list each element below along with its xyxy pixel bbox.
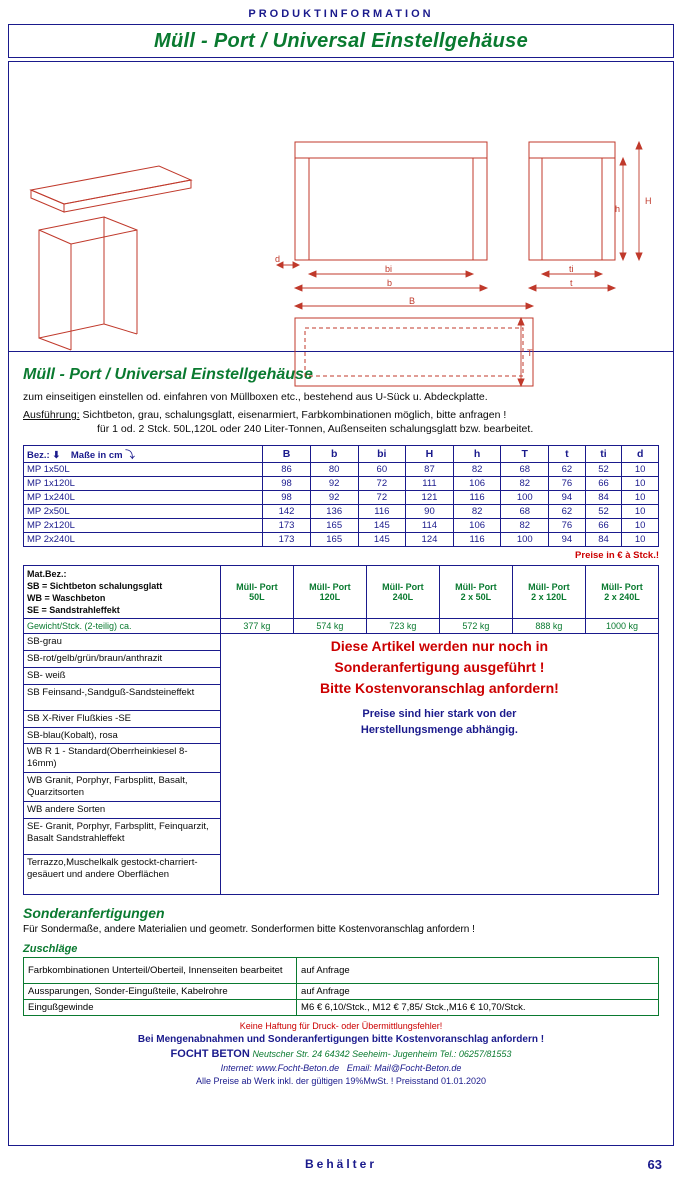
- dim-label-t: t: [570, 278, 573, 288]
- content-frame: [8, 61, 674, 1146]
- dim-header-t: t: [549, 445, 586, 462]
- cell: 76: [549, 518, 586, 532]
- material-name: WB R 1 - Standard(Oberrheinkiesel 8-16mm): [24, 744, 221, 773]
- material-name: SB-grau: [24, 634, 221, 651]
- weight-value: 377 kg: [220, 619, 293, 634]
- row-name: MP 2x50L: [24, 504, 263, 518]
- material-name: SB X-River Flußkies -SE: [24, 710, 221, 727]
- cell: 82: [453, 504, 501, 518]
- col-head-line1: Müll- Port: [236, 581, 278, 592]
- page-bottom-bar: [8, 1152, 674, 1176]
- cell: 116: [453, 532, 501, 546]
- notice-subline: Herstellungsmenge abhängig.: [360, 724, 518, 737]
- mat-col-header: [220, 565, 293, 619]
- cell: 62: [549, 504, 586, 518]
- row-name: MP 2x240L: [24, 532, 263, 546]
- cell: 76: [549, 476, 586, 490]
- cell: 145: [358, 532, 406, 546]
- dim-label-ti: ti: [569, 264, 574, 274]
- page-title: Müll - Port / Universal Einstellgehäuse: [153, 29, 528, 52]
- sonder-title: Sonderanfertigungen: [23, 904, 165, 921]
- cell: 10: [622, 504, 659, 518]
- table-row: [24, 476, 659, 490]
- material-table-wrap: [23, 565, 659, 895]
- cell: 142: [263, 504, 311, 518]
- cell: 173: [263, 532, 311, 546]
- cell: 52: [585, 462, 622, 476]
- material-header-row: [24, 565, 659, 619]
- table-row: [24, 504, 659, 518]
- matbez-line-1: SB = Sichtbeton schalungsglatt: [27, 580, 163, 591]
- dim-label-bi: bi: [385, 264, 393, 274]
- table-row: [24, 983, 659, 999]
- surcharge-value: auf Anfrage: [297, 957, 659, 983]
- table-row: [24, 518, 659, 532]
- cell: 72: [358, 476, 406, 490]
- dim-header-d: d: [622, 445, 659, 462]
- col-head-line1: Müll- Port: [528, 581, 570, 592]
- dim-label-h: h: [615, 204, 621, 214]
- company-address: Neutscher Str. 24 64342 Seeheim- Jugenheim Tel.: 06257/81553: [252, 1048, 512, 1059]
- table-row: [24, 462, 659, 476]
- drawing-svg: [9, 62, 675, 358]
- footer-company-line: [9, 1047, 673, 1062]
- cell: 173: [263, 518, 311, 532]
- cell: 86: [263, 462, 311, 476]
- table-header-row: [24, 445, 659, 462]
- surcharge-label: Eingußgewinde: [24, 999, 297, 1015]
- dimension-table: [23, 445, 659, 547]
- row-name: MP 1x50L: [24, 462, 263, 476]
- cell: 98: [263, 476, 311, 490]
- internet-url[interactable]: www.Focht-Beton.de: [256, 1063, 340, 1074]
- chapter-label: Behälter: [304, 1157, 378, 1171]
- cell: 165: [310, 518, 358, 532]
- weight-value: 888 kg: [512, 619, 585, 634]
- cell: 10: [622, 490, 659, 504]
- footer-web-line: [9, 1062, 673, 1075]
- col-head-line2: 2 x 50L: [460, 591, 492, 602]
- row-name: MP 2x120L: [24, 518, 263, 532]
- surcharge-label: Aussparungen, Sonder-Eingußteile, Kabelrohre: [24, 983, 297, 999]
- material-name: WB Granit, Porphyr, Farbsplitt, Basalt, Quarzitsorten: [24, 773, 221, 802]
- cell: 84: [585, 490, 622, 504]
- cell: 66: [585, 476, 622, 490]
- price-note: Preise in € à Stck.!: [575, 549, 659, 561]
- weight-value: 723 kg: [366, 619, 439, 634]
- table-row: [24, 634, 659, 651]
- mat-col-header: [585, 565, 658, 619]
- mat-col-header: [366, 565, 439, 619]
- cell: 82: [453, 462, 501, 476]
- dim-header-B: B: [263, 445, 311, 462]
- cell: 80: [310, 462, 358, 476]
- table-row: [24, 490, 659, 504]
- surcharge-table: [23, 957, 659, 1016]
- notice-line: Diese Artikel werden nur noch in: [330, 638, 549, 655]
- dim-header-ti: ti: [585, 445, 622, 462]
- col-head-line1: Müll- Port: [455, 581, 497, 592]
- notice-subline: Preise sind hier stark von der: [362, 708, 517, 721]
- dim-col-bez: Bez.:: [27, 449, 50, 461]
- cell: 72: [358, 490, 406, 504]
- document-kicker: PRODUKTINFORMATION: [248, 8, 434, 20]
- cell: 90: [406, 504, 454, 518]
- cell: 116: [358, 504, 406, 518]
- material-name: SB Feinsand-,Sandguß-Sandsteineffekt: [24, 684, 221, 710]
- technical-drawing: [9, 62, 673, 358]
- cell: 60: [358, 462, 406, 476]
- material-name: Terrazzo,Muschelkalk gestockt-charriert-gesäuert und andere Oberflächen: [24, 854, 221, 894]
- table-row: [24, 532, 659, 546]
- col-head-line2: 240L: [392, 591, 414, 602]
- dim-label-B: B: [409, 296, 416, 306]
- cell: 121: [406, 490, 454, 504]
- zuschlag-title: Zuschläge: [23, 942, 78, 955]
- cell: 98: [263, 490, 311, 504]
- cell: 10: [622, 518, 659, 532]
- dim-col-label: Bez.: ⬇ Maße in cm ⤵: [24, 445, 263, 462]
- cell: 94: [549, 532, 586, 546]
- section-description: zum einseitigen einstellen od. einfahren von Müllboxen etc., bestehend aus U-Sück u. Abdeckplatte.: [23, 391, 488, 403]
- material-table: [23, 565, 659, 895]
- ausfuehrung-block: [9, 404, 673, 436]
- cell: 68: [501, 462, 549, 476]
- material-name: SB- weiß: [24, 667, 221, 684]
- weight-label: Gewicht/Stck. (2-teilig) ca.: [24, 619, 221, 634]
- page-number: 63: [647, 1156, 662, 1172]
- table-row: [24, 957, 659, 983]
- notice-line: Sonderanfertigung ausgeführt !: [334, 659, 545, 676]
- cell: 100: [501, 532, 549, 546]
- internet-label: Internet:: [220, 1063, 254, 1074]
- dim-header-bi: bi: [358, 445, 406, 462]
- ausfuehrung-line1: Sichtbeton, grau, schalungsglatt, eisenarmiert, Farbkombinationen möglich, bitte anfragen !: [82, 409, 507, 422]
- material-name: SB-rot/gelb/grün/braun/anthrazit: [24, 650, 221, 667]
- footer-terms: Alle Preise ab Werk inkl. der gültigen 19%MwSt. ! Preisstand 01.01.2020: [196, 1075, 486, 1086]
- cell: 66: [585, 518, 622, 532]
- surcharge-label: Farbkombinationen Unterteil/Oberteil, Innenseiten bearbeitet: [24, 957, 297, 983]
- mat-bez-header: [24, 565, 221, 619]
- email-address[interactable]: Mail@Focht-Beton.de: [374, 1063, 462, 1074]
- cell: 100: [501, 490, 549, 504]
- dim-header-h: h: [453, 445, 501, 462]
- cell: 10: [622, 476, 659, 490]
- material-name: WB andere Sorten: [24, 801, 221, 818]
- table-row: [24, 999, 659, 1015]
- col-head-line2: 2 x 120L: [531, 591, 567, 602]
- dim-label-H: H: [645, 196, 652, 206]
- material-name: SB-blau(Kobalt), rosa: [24, 727, 221, 744]
- row-name: MP 1x120L: [24, 476, 263, 490]
- cell: 10: [622, 462, 659, 476]
- ausfuehrung-line2: für 1 od. 2 Stck. 50L,120L oder 240 Liter-Tonnen, Außenseiten schalungsglatt bzw. bearbeitet.: [97, 423, 534, 436]
- dim-label-b: b: [387, 278, 393, 288]
- footer-block: [9, 1033, 673, 1092]
- notice-line: Bitte Kostenvoranschlag anfordern!: [320, 680, 559, 697]
- col-head-line2: 120L: [319, 591, 341, 602]
- col-head-line2: 50L: [249, 591, 265, 602]
- cell: 136: [310, 504, 358, 518]
- row-name: MP 1x240L: [24, 490, 263, 504]
- dim-label-d: d: [275, 254, 281, 264]
- surcharge-value: M6 € 6,10/Stck., M12 € 7,85/ Stck.,M16 € 10,70/Stck.: [297, 999, 659, 1015]
- col-head-line1: Müll- Port: [382, 581, 424, 592]
- cell: 92: [310, 490, 358, 504]
- special-order-notice: [220, 634, 658, 895]
- dim-header-b: b: [310, 445, 358, 462]
- cell: 111: [406, 476, 454, 490]
- dim-label-T: T: [527, 348, 533, 358]
- dim-header-H: H: [406, 445, 454, 462]
- footer-line1: Bei Mengenabnahmen und Sonderanfertigungen bitte Kostenvoranschlag anfordern !: [137, 1033, 545, 1045]
- sonder-text: Für Sondermaße, andere Materialien und geometr. Sonderformen bitte Kostenvoranschlag anfordern !: [23, 923, 475, 935]
- cell: 165: [310, 532, 358, 546]
- cell: 124: [406, 532, 454, 546]
- material-name: SE- Granit, Porphyr, Farbsplitt, Feinquarzit, Basalt Sandstrahleffekt: [24, 818, 221, 854]
- cell: 145: [358, 518, 406, 532]
- mat-col-header: [512, 565, 585, 619]
- cell: 62: [549, 462, 586, 476]
- cell: 92: [310, 476, 358, 490]
- ausfuehrung-label: Ausführung:: [23, 409, 80, 422]
- matbez-line-3: SE = Sandstrahleffekt: [27, 604, 120, 615]
- weight-value: 574 kg: [293, 619, 366, 634]
- cell: 106: [453, 476, 501, 490]
- cell: 10: [622, 532, 659, 546]
- weight-row: [24, 619, 659, 634]
- cell: 68: [501, 504, 549, 518]
- cell: 52: [585, 504, 622, 518]
- cell: 82: [501, 476, 549, 490]
- cell: 106: [453, 518, 501, 532]
- email-label: Email:: [346, 1063, 372, 1074]
- cell: 94: [549, 490, 586, 504]
- cell: 116: [453, 490, 501, 504]
- col-head-line2: 2 x 240L: [604, 591, 640, 602]
- cell: 114: [406, 518, 454, 532]
- matbez-line-2: WB = Waschbeton: [27, 592, 106, 603]
- matbez-line-0: Mat.Bez.:: [27, 568, 67, 579]
- cell: 82: [501, 518, 549, 532]
- surcharge-value: auf Anfrage: [297, 983, 659, 999]
- disclaimer: Keine Haftung für Druck- oder Übermittlungsfehler!: [239, 1020, 443, 1031]
- dim-col-masse: Maße in cm: [70, 449, 123, 461]
- col-head-line1: Müll- Port: [309, 581, 351, 592]
- mat-col-header: [439, 565, 512, 619]
- weight-value: 572 kg: [439, 619, 512, 634]
- weight-value: 1000 kg: [585, 619, 658, 634]
- mat-col-header: [293, 565, 366, 619]
- section-title: Müll - Port / Universal Einstellgehäuse: [23, 366, 313, 383]
- col-head-line1: Müll- Port: [601, 581, 643, 592]
- cell: 84: [585, 532, 622, 546]
- title-band: [8, 24, 674, 58]
- cell: 87: [406, 462, 454, 476]
- dim-header-T: T: [501, 445, 549, 462]
- company-name: FOCHT BETON: [170, 1047, 250, 1060]
